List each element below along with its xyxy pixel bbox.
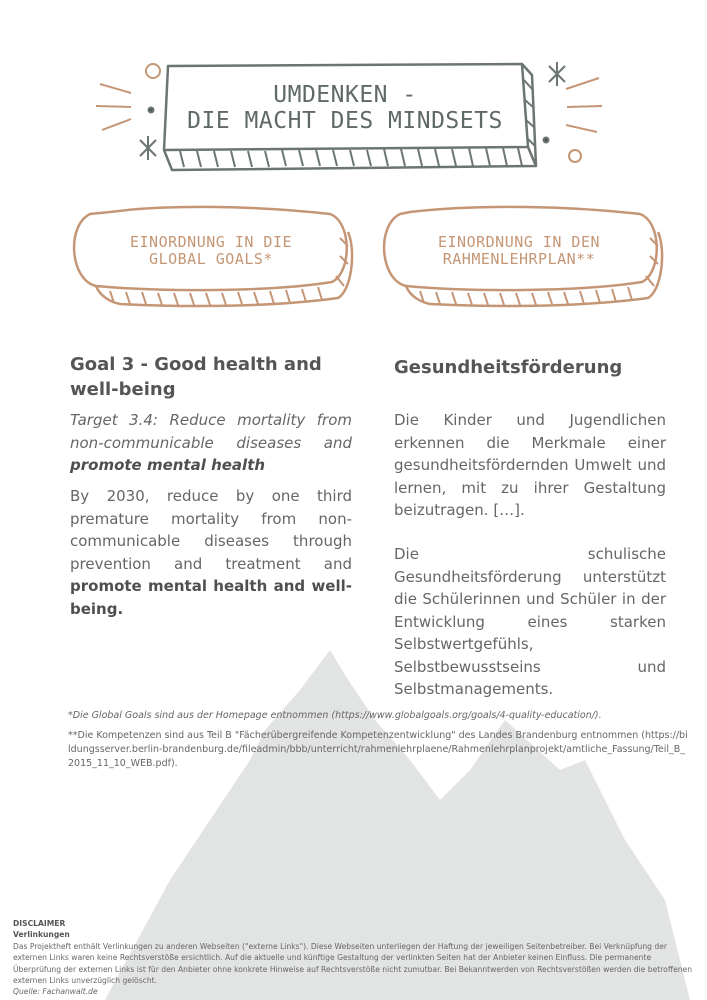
disclaimer	[13, 918, 693, 998]
disclaimer-subtitle: Verlinkungen	[13, 930, 70, 940]
goal-body-text	[70, 485, 352, 620]
footnote-global-goals: *Die Global Goals sind aus der Homepage entnommen (https://www.globalgoals.org/goals/4-quality-education/).	[68, 710, 602, 721]
chip-rahmenlehrplan-line2: RAHMENLEHRPLAN**	[442, 250, 596, 269]
right-sparkles	[566, 78, 602, 162]
chip-global-goals	[96, 234, 326, 269]
left-sparkles	[96, 64, 160, 130]
target-bold: promote mental health	[70, 456, 266, 474]
goal-body-bold: promote mental health and well-being.	[70, 577, 352, 618]
goal-body-main: By 2030, reduce by one third premature mortality from non-communicable diseases through prevention and treatment and	[70, 487, 352, 573]
page-title-line1: UMDENKEN -	[273, 82, 417, 108]
page-title-line2: DIE MACHT DES MINDSETS	[187, 108, 503, 135]
chip-global-goals-line1: EINORDNUNG IN DIE	[129, 233, 293, 251]
gesundheit-paragraph-2: Die schulische Gesundheitsförderung unterstützt die Schülerinnen und Schüler in der Entwicklung eines starken Selbstwertgefühls, Selbstbewusstseins und Selbstmanagements.	[394, 545, 666, 698]
chip-rahmenlehrplan-line1: EINORDNUNG IN DEN	[437, 233, 601, 251]
page-title	[180, 82, 510, 135]
gesundheit-heading: Gesundheitsförderung	[394, 357, 623, 378]
gesundheit-paragraph-1: Die Kinder und Jugendlichen erkennen die Merkmale einer gesundheitsfördernden Umwelt und lernen, mit zu ihrer Gestaltung beizutragen. […].	[394, 411, 666, 519]
disclaimer-text: Das Projektheft enthält Verlinkungen zu anderen Webseiten ("externe Links"). Diese Webseiten unterliegen der Haftung der jeweiligen Seitenbetreiber. Bei Verknüpfung der externen Links waren keine Rechtsverstöße ersichtlich. Auf die aktuelle und künftige Gestaltung der verlinkten Seiten hat der Anbieter keinen Einfluss. Die permanente Überprüfung der externen Links ist für den Anbieter ohne konkrete Hinweise auf Rechtsverstöße nicht zumutbar. Bei Bekanntwerden von Rechtsverstößen werden die betroffenen externen Links unverzüglich gelöscht.	[13, 941, 693, 986]
chip-global-goals-line2: GLOBAL GOALS*	[149, 250, 273, 269]
footnote-rahmenlehrplan: **Die Kompetenzen sind aus Teil B "Fächerübergreifende Kompetenzentwicklung" des Landes Brandenburg entnommen (https://bildungsserver.berlin-brandenburg.de/fileadmin/bbb/unterricht/rahmenlehrplaene/Rahmenlehrplanprojekt/amtliche_Fassung/Teil_B_2015_11_10_WEB.pdf).	[68, 730, 688, 769]
goal-heading: Goal 3 - Good health and well-being	[70, 354, 322, 400]
target-text	[70, 409, 352, 477]
chip-rahmenlehrplan	[404, 234, 634, 269]
disclaimer-title: DISCLAIMER	[13, 919, 66, 928]
disclaimer-source: Quelle: Fachanwalt.de	[13, 987, 98, 997]
target-intro: Target 3.4: Reduce mortality from non-communicable diseases and	[70, 411, 352, 452]
